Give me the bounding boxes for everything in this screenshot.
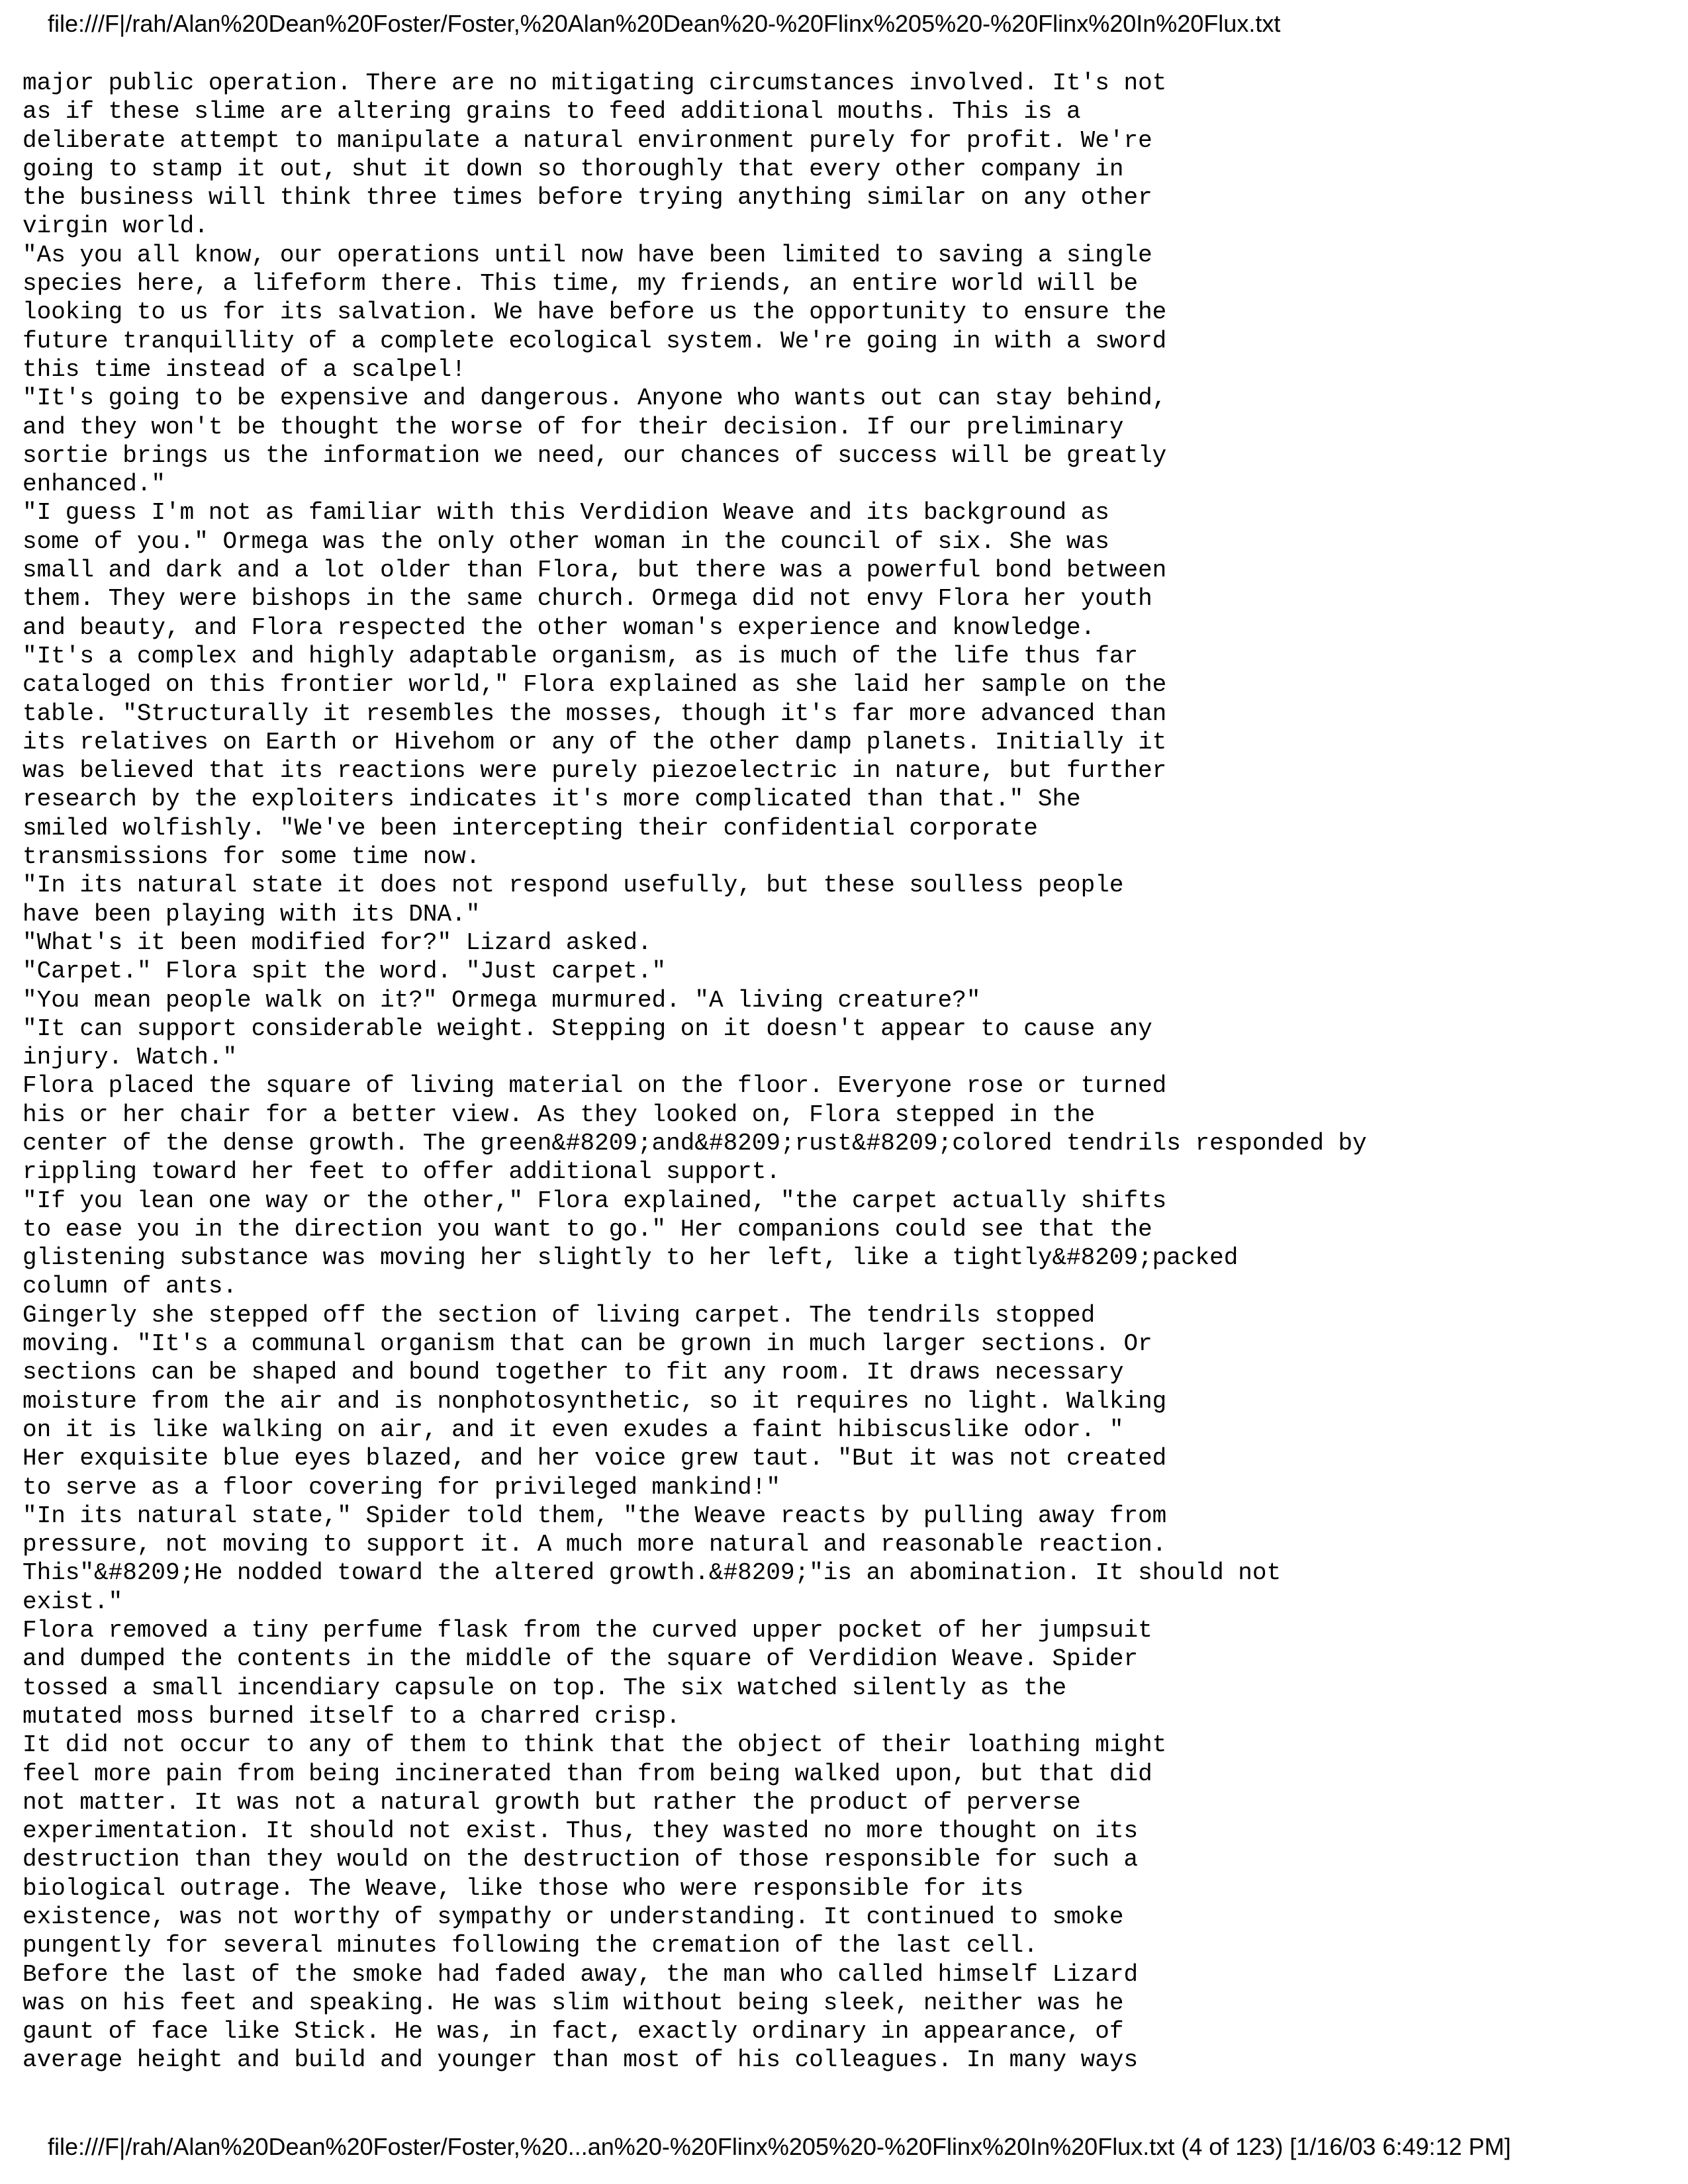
text-line: have been playing with its DNA.": [23, 900, 481, 928]
text-line: table. "Structurally it resembles the mosses, though it's far more advanced than: [23, 700, 1167, 727]
text-line: its relatives on Earth or Hivehom or any of the other damp planets. Initially it: [23, 728, 1167, 756]
text-line: average height and build and younger than most of his colleagues. In many ways: [23, 2046, 1139, 2074]
text-line: sortie brings us the information we need, our chances of success will be greatly: [23, 441, 1167, 469]
text-line: destruction than they would on the destruction of those responsible for such a: [23, 1846, 1139, 1874]
text-line: and dumped the contents in the middle of the square of Verdidion Weave. Spider: [23, 1645, 1139, 1673]
text-line: "If you lean one way or the other," Flora explained, "the carpet actually shifts: [23, 1187, 1167, 1214]
text-line: exist.": [23, 1588, 123, 1615]
text-line: "In its natural state," Spider told them, "the Weave reacts by pulling away from: [23, 1502, 1167, 1529]
document-body: [23, 69, 1367, 2075]
text-line: "It's going to be expensive and dangerous. Anyone who wants out can stay behind,: [23, 385, 1167, 412]
text-line: experimentation. It should not exist. Thus, they wasted no more thought on its: [23, 1817, 1139, 1845]
page-footer-file-path: file:///F|/rah/Alan%20Dean%20Foster/Foster,%20...an%20-%20Flinx%205%20-%20Flinx%20In%20Flux.txt (4 of 123) [1/16/03 6:49:12 PM]: [48, 2133, 1511, 2160]
text-line: glistening substance was moving her slightly to her left, like a tightly&#8209;packed: [23, 1244, 1239, 1272]
text-line: "It can support considerable weight. Stepping on it doesn't appear to cause any: [23, 1015, 1152, 1042]
page-header-file-path: file:///F|/rah/Alan%20Dean%20Foster/Foster,%20Alan%20Dean%20-%20Flinx%205%20-%20Flinx%20In%20Flux.txt: [48, 10, 1281, 37]
text-line: Flora removed a tiny perfume flask from the curved upper pocket of her jumpsuit: [23, 1617, 1152, 1645]
text-line: It did not occur to any of them to think that the object of their loathing might: [23, 1731, 1167, 1759]
text-line: center of the dense growth. The green&#8209;and&#8209;rust&#8209;colored tendrils responded by: [23, 1129, 1367, 1157]
text-line: transmissions for some time now.: [23, 843, 481, 871]
text-line: moving. "It's a communal organism that can be grown in much larger sections. Or: [23, 1330, 1152, 1358]
text-line: enhanced.": [23, 471, 166, 498]
text-line: mutated moss burned itself to a charred crisp.: [23, 1702, 680, 1730]
text-line: and they won't be thought the worse of for their decision. If our preliminary: [23, 413, 1124, 441]
text-line: feel more pain from being incinerated than from being walked upon, but that did: [23, 1760, 1152, 1788]
text-line: "Carpet." Flora spit the word. "Just carpet.": [23, 958, 667, 985]
text-line: as if these slime are altering grains to feed additional mouths. This is a: [23, 98, 1081, 126]
text-line: going to stamp it out, shut it down so thoroughly that every other company in: [23, 155, 1124, 183]
text-line: existence, was not worthy of sympathy or understanding. It continued to smoke: [23, 1903, 1124, 1931]
text-line: injury. Watch.": [23, 1044, 238, 1071]
text-line: biological outrage. The Weave, like those who were responsible for its: [23, 1874, 1024, 1902]
text-line: was believed that its reactions were purely piezoelectric in nature, but further: [23, 757, 1167, 785]
text-line: cataloged on this frontier world," Flora explained as she laid her sample on the: [23, 671, 1167, 699]
text-line: smiled wolfishly. "We've been intercepting their confidential corporate: [23, 814, 1038, 842]
text-line: and beauty, and Flora respected the other woman's experience and knowledge.: [23, 614, 1096, 641]
text-line: on it is like walking on air, and it even exudes a faint hibiscuslike odor. ": [23, 1416, 1124, 1443]
text-line: moisture from the air and is nonphotosynthetic, so it requires no light. Walking: [23, 1387, 1167, 1415]
text-line: rippling toward her feet to offer additional support.: [23, 1158, 780, 1186]
text-line: small and dark and a lot older than Flora, but there was a powerful bond between: [23, 557, 1167, 584]
text-line: gaunt of face like Stick. He was, in fact, exactly ordinary in appearance, of: [23, 2018, 1124, 2046]
text-line: research by the exploiters indicates it's more complicated than that." She: [23, 786, 1081, 813]
text-line: Flora placed the square of living material on the floor. Everyone rose or turned: [23, 1072, 1167, 1100]
text-line: "It's a complex and highly adaptable organism, as is much of the life thus far: [23, 642, 1139, 670]
text-line: Before the last of the smoke had faded away, the man who called himself Lizard: [23, 1960, 1139, 1988]
text-line: them. They were bishops in the same church. Ormega did not envy Flora her youth: [23, 585, 1152, 613]
text-line: major public operation. There are no mitigating circumstances involved. It's not: [23, 69, 1167, 97]
text-line: species here, a lifeform there. This time, my friends, an entire world will be: [23, 270, 1139, 298]
text-line: Gingerly she stepped off the section of living carpet. The tendrils stopped: [23, 1301, 1096, 1329]
text-line: virgin world.: [23, 212, 209, 240]
text-line: This"&#8209;He nodded toward the altered growth.&#8209;"is an abomination. It should not: [23, 1559, 1282, 1587]
text-line: was on his feet and speaking. He was slim without being sleek, neither was he: [23, 1989, 1124, 2017]
text-line: the business will think three times before trying anything similar on any other: [23, 184, 1152, 212]
text-line: to ease you in the direction you want to go." Her companions could see that the: [23, 1215, 1152, 1243]
text-line: deliberate attempt to manipulate a natural environment purely for profit. We're: [23, 126, 1152, 154]
text-line: "What's it been modified for?" Lizard asked.: [23, 929, 652, 956]
text-line: this time instead of a scalpel!: [23, 355, 466, 383]
text-line: to serve as a floor covering for privileged mankind!": [23, 1473, 780, 1501]
text-line: future tranquillity of a complete ecological system. We're going in with a sword: [23, 327, 1167, 355]
text-line: "I guess I'm not as familiar with this Verdidion Weave and its background as: [23, 499, 1109, 527]
text-line: "You mean people walk on it?" Ormega murmured. "A living creature?": [23, 986, 981, 1014]
text-line: not matter. It was not a natural growth but rather the product of perverse: [23, 1788, 1081, 1816]
text-line: pressure, not moving to support it. A much more natural and reasonable reaction.: [23, 1531, 1167, 1559]
text-line: his or her chair for a better view. As they looked on, Flora stepped in the: [23, 1101, 1096, 1128]
text-line: "In its natural state it does not respond usefully, but these soulless people: [23, 872, 1124, 899]
text-line: some of you." Ormega was the only other woman in the council of six. She was: [23, 527, 1109, 555]
text-line: column of ants.: [23, 1273, 238, 1300]
text-line: tossed a small incendiary capsule on top. The six watched silently as the: [23, 1674, 1067, 1702]
text-line: looking to us for its salvation. We have before us the opportunity to ensure the: [23, 298, 1167, 326]
text-line: "As you all know, our operations until now have been limited to saving a single: [23, 241, 1152, 269]
text-line: Her exquisite blue eyes blazed, and her voice grew taut. "But it was not created: [23, 1445, 1167, 1473]
text-line: pungently for several minutes following the cremation of the last cell.: [23, 1932, 1038, 1960]
text-line: sections can be shaped and bound together to fit any room. It draws necessary: [23, 1359, 1124, 1387]
